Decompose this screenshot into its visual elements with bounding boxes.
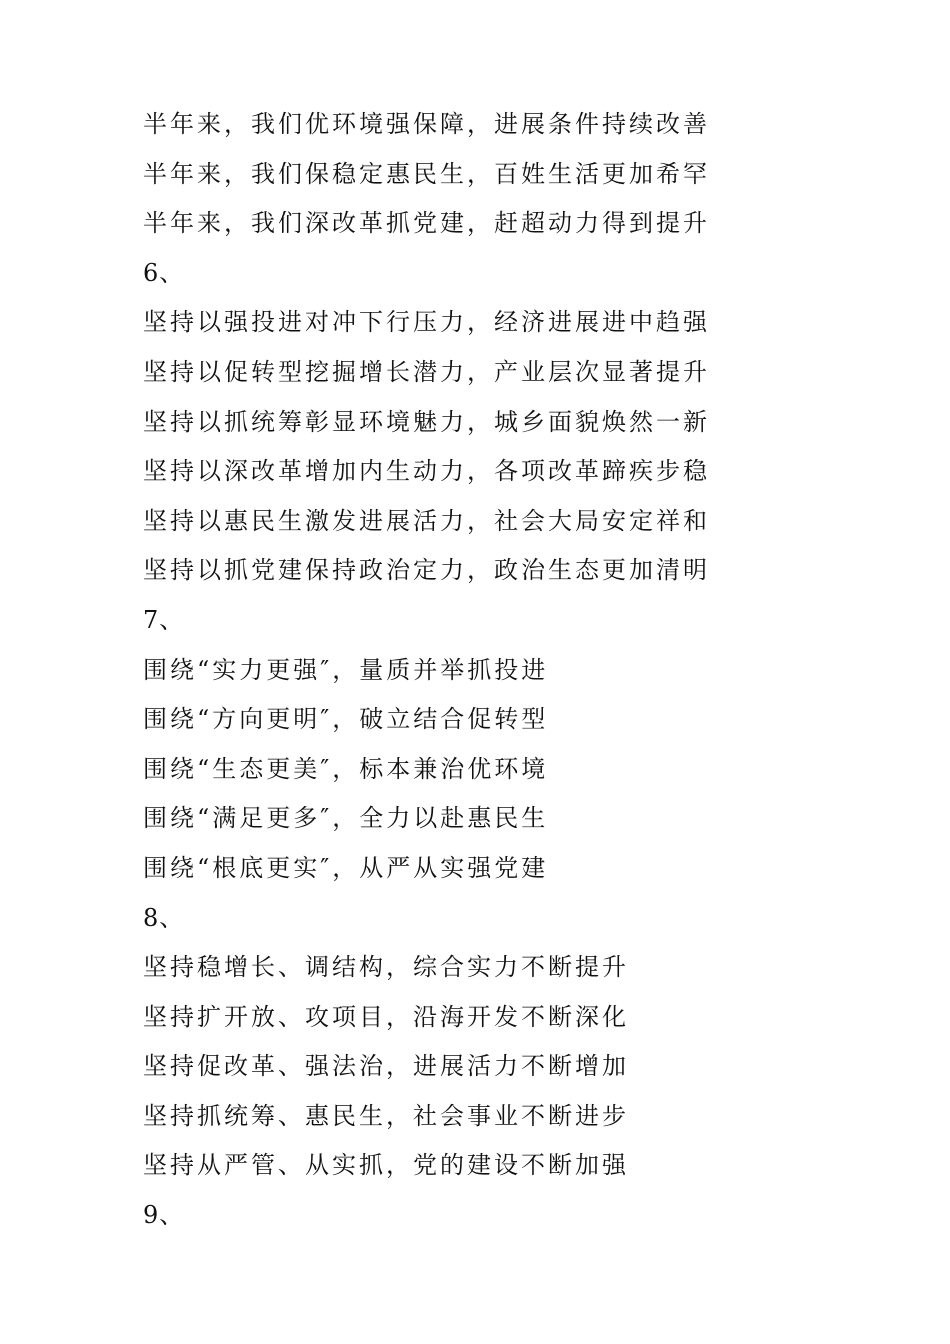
text-line: 坚持促改革、强法治，进展活力不断增加	[143, 1052, 629, 1081]
text-line: 坚持以惠民生激发进展活力，社会大局安定祥和	[143, 506, 710, 535]
text-line: 半年来，我们深改革抓党建，赶超动力得到提升	[143, 209, 710, 238]
document-body	[143, 100, 843, 1241]
text-line: 坚持以抓党建保持政治定力，政治生态更加清明	[143, 556, 710, 585]
section-number: 9、	[143, 1201, 185, 1230]
text-line: 坚持以促转型挖掘增长潜力，产业层次显著提升	[143, 357, 710, 386]
text-line: 围绕“方向更明″，破立结合促转型	[143, 705, 549, 734]
section-number: 7、	[143, 605, 185, 634]
text-line: 坚持以抓统筹彰显环境魅力，城乡面貌焕然一新	[143, 407, 710, 436]
text-line: 坚持稳增长、调结构，综合实力不断提升	[143, 953, 629, 982]
text-line: 半年来，我们保稳定惠民生，百姓生活更加希罕	[143, 159, 710, 188]
text-line: 坚持扩开放、攻项目，沿海开发不断深化	[143, 1002, 629, 1031]
text-line: 坚持以深改革增加内生动力，各项改革蹄疾步稳	[143, 457, 710, 486]
section-number: 8、	[143, 903, 185, 932]
text-line: 围绕“生态更美″，标本兼治优环境	[143, 754, 549, 783]
text-line: 半年来，我们优环境强保障，进展条件持续改善	[143, 110, 710, 138]
text-line: 围绕“实力更强″，量质并举抓投进	[143, 655, 549, 684]
text-line: 坚持抓统筹、惠民生，社会事业不断进步	[143, 1101, 629, 1130]
text-line: 坚持以强投进对冲下行压力，经济进展进中趋强	[143, 308, 710, 337]
text-line: 坚持从严管、从实抓，党的建设不断加强	[143, 1151, 629, 1180]
section-number: 6、	[143, 258, 185, 287]
text-line: 围绕“根底更实″，从严从实强党建	[143, 853, 549, 882]
text-line: 围绕“满足更多″，全力以赴惠民生	[143, 804, 549, 833]
